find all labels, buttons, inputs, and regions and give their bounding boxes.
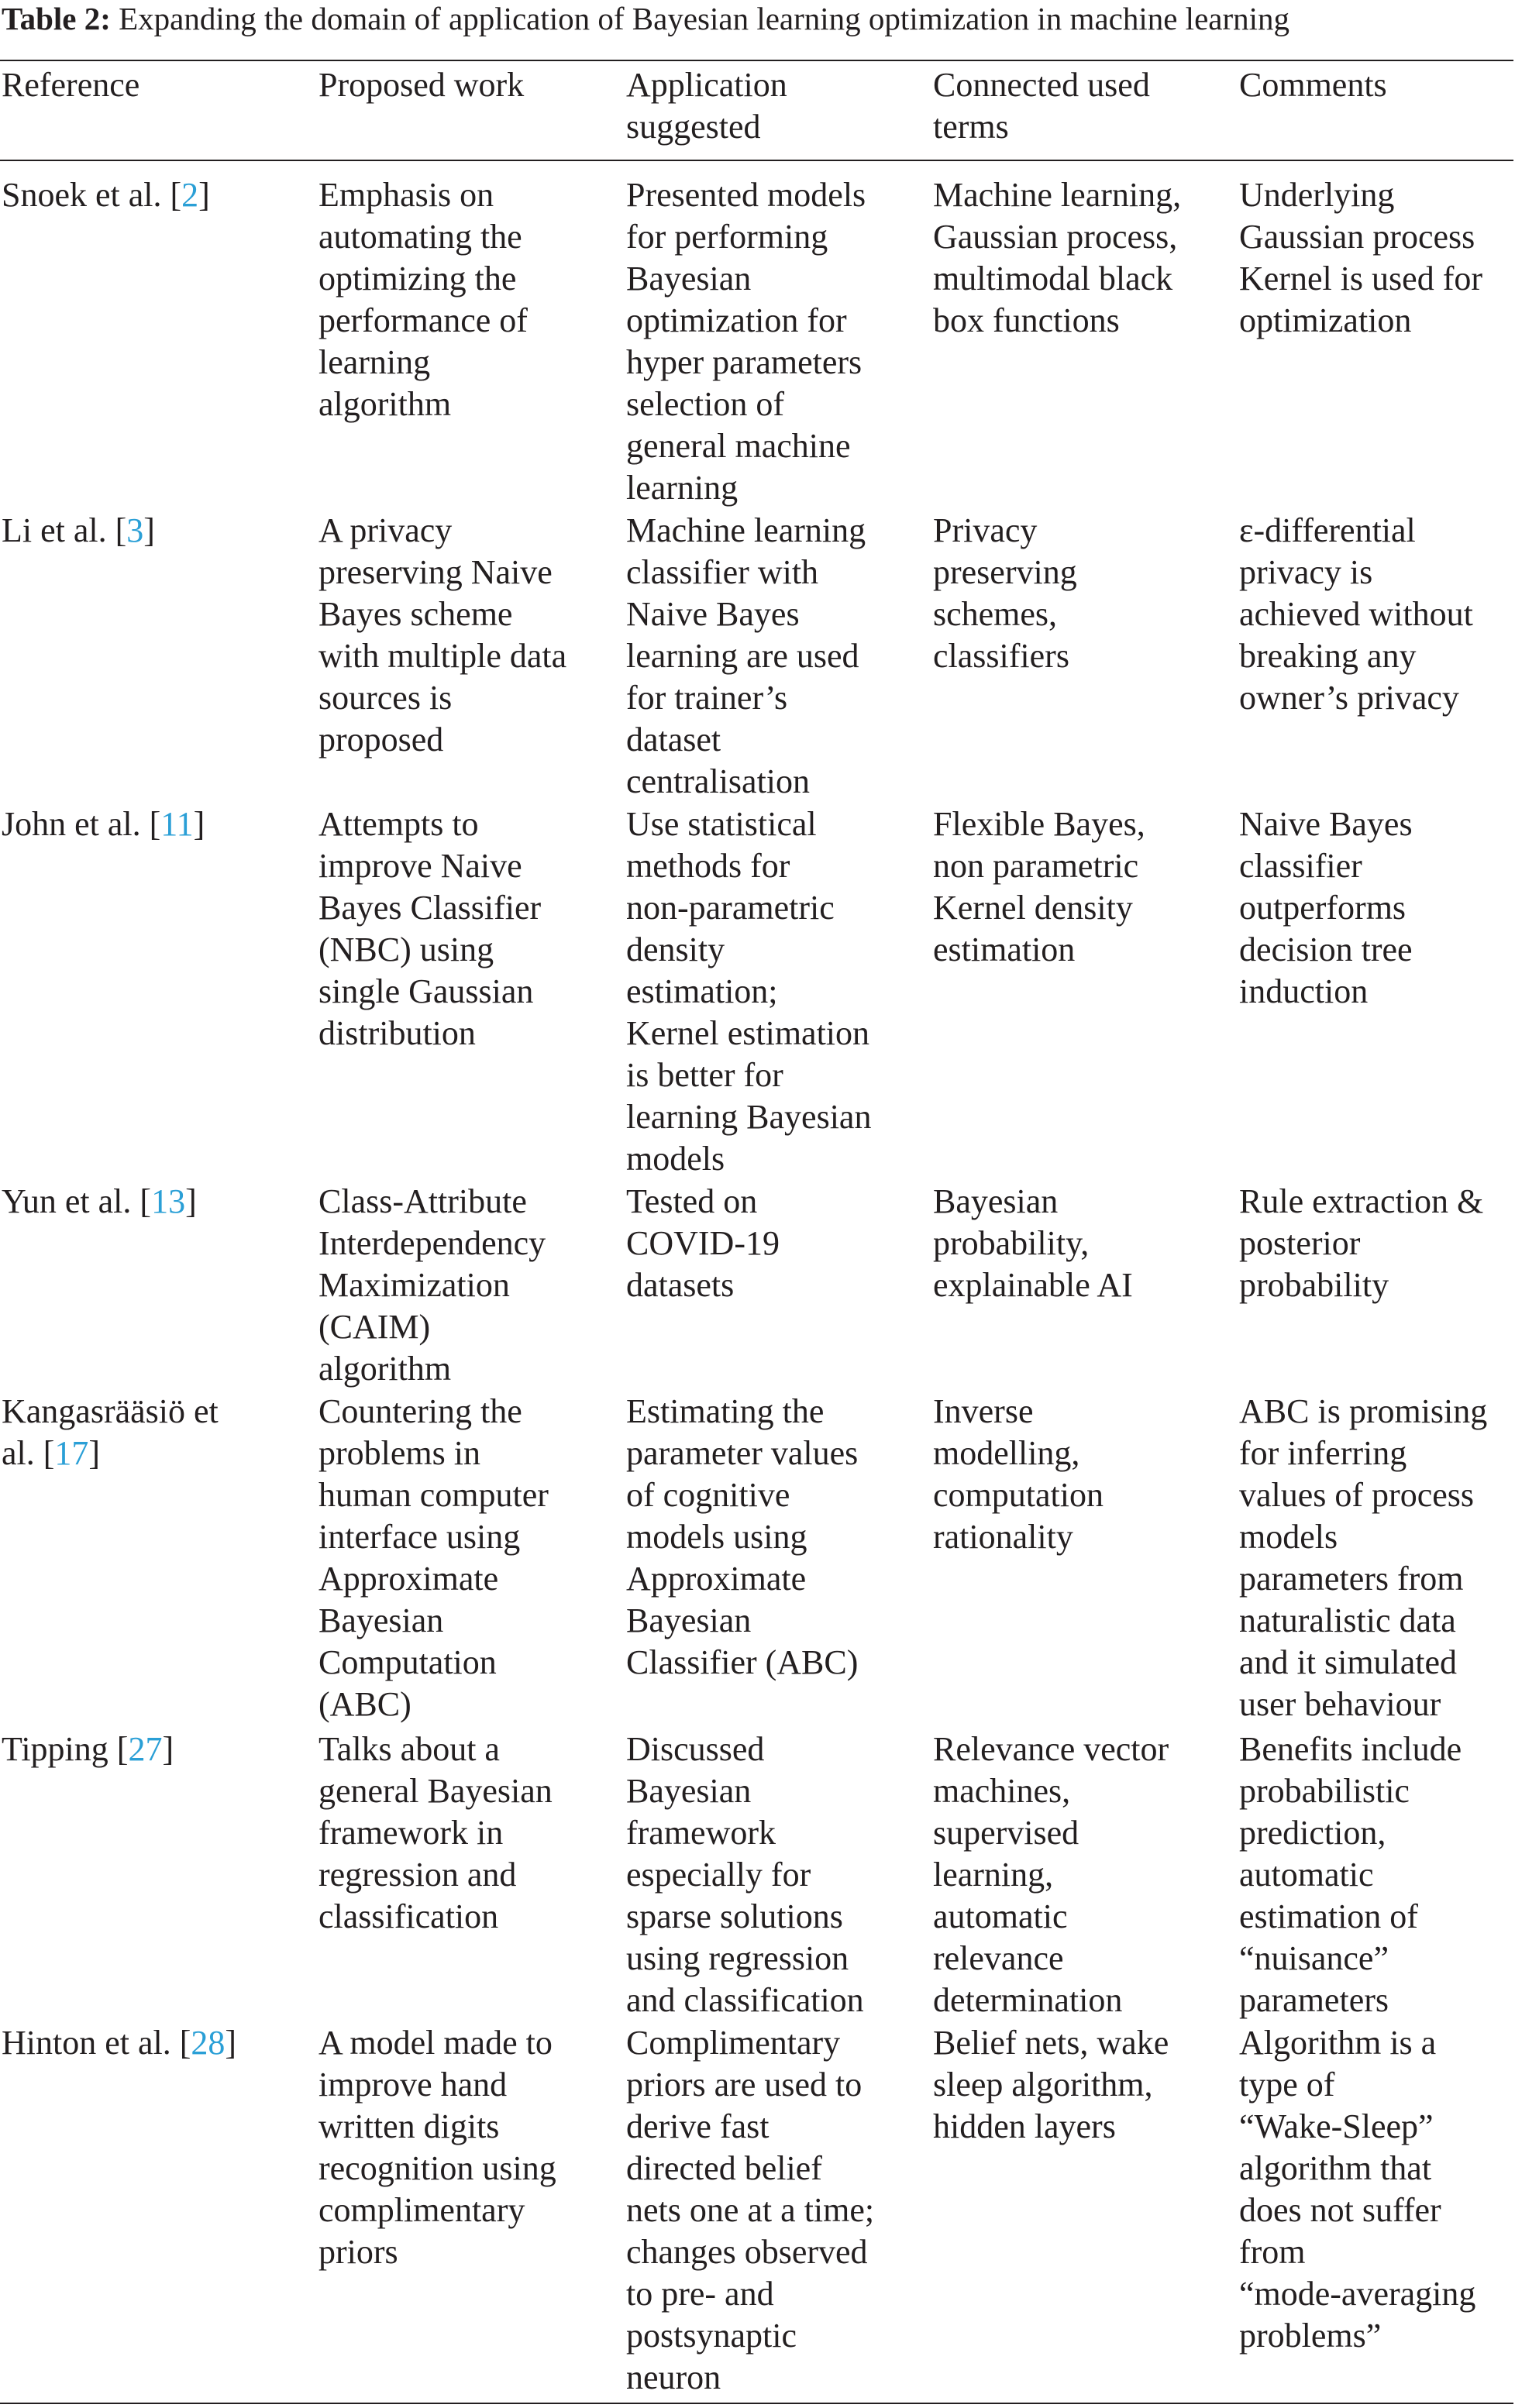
table-row-kangasraasio xyxy=(2,1391,219,1474)
comments-cell: Naive Bayes classifier outperforms decision tree induction xyxy=(1239,805,1413,1010)
reference-link[interactable]: 11 xyxy=(160,805,194,843)
bottom-rule xyxy=(0,2403,1513,2404)
reference-close: ] xyxy=(185,1182,197,1220)
caption-text: Expanding the domain of application of Bayesian learning optimization in machine learning xyxy=(119,1,1290,36)
column-header-comments: Comments xyxy=(1239,66,1387,104)
application-cell: Presented models for performing Bayesian optimization for hyper parameters selection of general machine learning xyxy=(626,176,866,507)
reference-close: ] xyxy=(198,176,210,214)
table-row-yun xyxy=(2,1181,197,1223)
reference-name: Li et al. [ xyxy=(2,511,127,549)
top-rule xyxy=(0,60,1513,61)
table-row-snoek xyxy=(2,174,210,216)
application-cell: Complimentary priors are used to derive fast directed belief nets one at a time; changes observed to pre- and postsynaptic neuron xyxy=(626,2024,875,2396)
proposed-work-cell: A model made to improve hand written digits recognition using complimentary priors xyxy=(318,2024,556,2271)
reference-close: ] xyxy=(162,1730,174,1768)
reference-name: Tipping [ xyxy=(2,1730,129,1768)
proposed-work-cell: A privacy preserving Naive Bayes scheme with multiple data sources is proposed xyxy=(318,511,567,759)
column-header-reference: Reference xyxy=(2,66,140,104)
proposed-work-cell: Talks about a general Bayesian framework in regression and classification xyxy=(318,1730,553,1935)
comments-cell: Benefits include probabilistic prediction, automatic estimation of “nuisance” parameters xyxy=(1239,1730,1462,2019)
application-cell: Use statistical methods for non-parametric density estimation; Kernel estimation is better for learning Bayesian models xyxy=(626,805,872,1178)
reference-close: ] xyxy=(193,805,205,843)
table-row-tipping xyxy=(2,1729,174,1770)
comments-cell: ABC is promising for inferring values of process models parameters from naturalistic data and it simulated user behaviour xyxy=(1239,1392,1488,1723)
proposed-work-cell: Attempts to improve Naive Bayes Classifier (NBC) using single Gaussian distribution xyxy=(318,805,542,1052)
comments-cell: Underlying Gaussian process Kernel is used for optimization xyxy=(1239,176,1483,339)
terms-cell: Bayesian probability, explainable AI xyxy=(933,1182,1133,1304)
table-row-hinton xyxy=(2,2022,236,2064)
proposed-work-cell: Class-Attribute Interdependency Maximization (CAIM) algorithm xyxy=(318,1182,546,1388)
column-header-terms: Connected used terms xyxy=(933,66,1150,146)
application-cell: Estimating the parameter values of cognitive models using Approximate Bayesian Classifier (ABC) xyxy=(626,1392,859,1681)
proposed-work-cell: Countering the problems in human computer interface using Approximate Bayesian Computation (ABC) xyxy=(318,1392,549,1723)
reference-close: ] xyxy=(143,511,155,549)
column-header-proposed-work: Proposed work xyxy=(318,66,525,104)
comments-cell: Rule extraction & posterior probability xyxy=(1239,1182,1484,1304)
proposed-work-cell: Emphasis on automating the optimizing the performance of learning algorithm xyxy=(318,176,528,423)
terms-cell: Inverse modelling, computation rationality xyxy=(933,1392,1104,1556)
reference-link[interactable]: 17 xyxy=(54,1434,89,1472)
application-cell: Tested on COVID-19 datasets xyxy=(626,1182,780,1304)
application-cell: Machine learning classifier with Naive Bayes learning are used for trainer’s dataset centralisation xyxy=(626,511,866,800)
reference-link[interactable]: 13 xyxy=(151,1182,186,1220)
reference-link[interactable]: 2 xyxy=(181,176,199,214)
comments-cell: ε-differential privacy is achieved without breaking any owner’s privacy xyxy=(1239,511,1473,717)
table-caption xyxy=(2,0,1513,37)
terms-cell: Flexible Bayes, non parametric Kernel density estimation xyxy=(933,805,1145,968)
reference-close: ] xyxy=(88,1434,101,1472)
reference-name: Hinton et al. [ xyxy=(2,2024,191,2062)
reference-name: John et al. [ xyxy=(2,805,161,843)
table-row-li xyxy=(2,510,155,552)
reference-close: ] xyxy=(225,2024,237,2062)
caption-label: Table 2: xyxy=(2,1,111,36)
comments-cell: Algorithm is a type of “Wake-Sleep” algorithm that does not suffer from “mode-averaging problems” xyxy=(1239,2024,1476,2355)
column-header-application: Application suggested xyxy=(626,66,787,146)
reference-name: Kangasrääsiö et al. [ xyxy=(2,1392,219,1472)
reference-name: Yun et al. [ xyxy=(2,1182,152,1220)
reference-link[interactable]: 3 xyxy=(126,511,144,549)
reference-link[interactable]: 28 xyxy=(191,2024,226,2062)
header-rule xyxy=(0,160,1513,161)
application-cell: Discussed Bayesian framework especially for sparse solutions using regression and classification xyxy=(626,1730,864,2019)
terms-cell: Relevance vector machines, supervised learning, automatic relevance determination xyxy=(933,1730,1169,2019)
terms-cell: Belief nets, wake sleep algorithm, hidden layers xyxy=(933,2024,1169,2145)
terms-cell: Machine learning, Gaussian process, multimodal black box functions xyxy=(933,176,1182,339)
terms-cell: Privacy preserving schemes, classifiers xyxy=(933,511,1077,675)
reference-name: Snoek et al. [ xyxy=(2,176,182,214)
table-row-john xyxy=(2,803,205,845)
reference-link[interactable]: 27 xyxy=(128,1730,163,1768)
